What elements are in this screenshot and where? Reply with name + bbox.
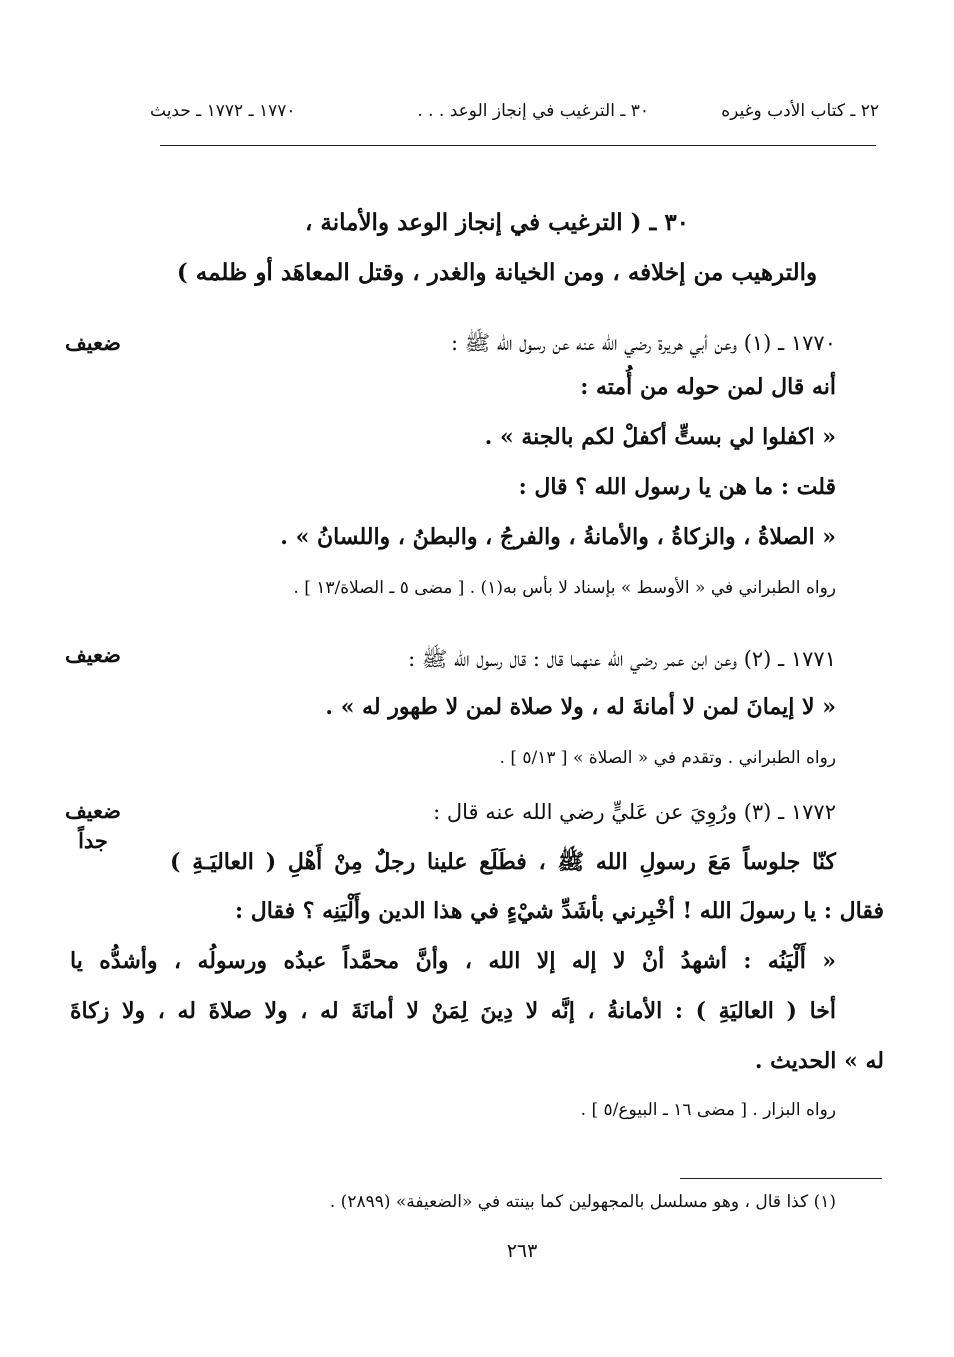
chapter-title-line-1: ٣٠ ـ ( الترغيب في إنجاز الوعد والأمانة ،: [304, 209, 690, 236]
hadith-1770-source: رواه الطبراني في « الأوسط » بإسناد لا بأس به(١) . [ مضى ٥ ـ الصلاة/١٣ ] .: [293, 578, 836, 598]
hadith-1770-line-2: « اكفلوا لي بستٍّ أكفلْ لكم بالجنة » .: [484, 424, 836, 450]
hadith-1770-grade: ضعيف: [64, 330, 122, 355]
chapter-title-line-2: والترهيب من إخلافه ، ومن الخيانة والغدر ، وقتل المعاهَد أو ظلمه ): [176, 259, 818, 286]
hadith-1772-line-5: له » الحديث .: [754, 1048, 884, 1074]
hadith-1771-grade: ضعيف: [64, 642, 122, 667]
hadith-1770-line-1: أنه قال لمن حوله من أُمته :: [580, 374, 836, 400]
chapter-title: [150, 198, 844, 298]
hadith-1770-line-3: قلت : ما هن يا رسول الله ؟ قال :: [518, 474, 836, 500]
header-book-title: ٢٢ ـ كتاب الأدب وغيره: [721, 101, 879, 121]
hadith-1772-intro: ١٧٧٢ ـ (٣) ورُوِيَ عن عَليٍّ رضي الله عنه قال :: [433, 800, 836, 824]
header-chapter-title: ٣٠ ـ الترغيب في إنجاز الوعد . . .: [417, 101, 649, 121]
hadith-1772-grade: [58, 796, 128, 856]
hadith-1771-intro: ١٧٧١ ـ (٢) وعن ابن عمر رضي الله عنهما قال : قال رسول الله ﷺ :: [408, 647, 836, 671]
hadith-1772-line-3: « أَلْيَنُه : أشهدُ أنْ لا إله إلا الله ، وأنَّ محمَّداً عبدُه ورسولُه ، وأشدُّه يا: [70, 948, 836, 974]
page-number-wrap: [0, 1240, 954, 1262]
footnote-divider: [680, 1178, 882, 1179]
hadith-1772-grade-line-1: ضعيف: [64, 798, 122, 823]
header-divider: [160, 145, 876, 146]
hadith-1770-intro: ١٧٧٠ ـ (١) وعن أبي هريرة رضي الله عنه عن رسول الله ﷺ :: [450, 331, 836, 355]
hadith-1772-source: رواه البزار . [ مضى ١٦ ـ البيوع/٥ ] .: [580, 1100, 836, 1120]
hadith-1772-grade-line-2: جداً: [78, 828, 108, 853]
hadith-1772-line-4: أخا ( العاليَةِ ) : الأمانةُ ، إنَّه لا دِينَ لِمَنْ لا أمانَةَ له ، ولا صلاةَ له ، ولا زكاةَ: [70, 998, 836, 1024]
hadith-1771-source: رواه الطبراني . وتقدم في « الصلاة » [ ٥/١٣ ] .: [499, 748, 836, 768]
footnote: (١) كذا قال ، وهو مسلسل بالمجهولين كما بينته في «الضعيفة» (٢٨٩٩) .: [329, 1192, 836, 1212]
hadith-1772-line-1: كنّا جلوساً مَعَ رسولِ الله ﷺ ، فطَلَع علينا رجلٌ مِنْ أَهْلِ ( العاليَـةِ ): [170, 849, 836, 875]
page-number: ٢٦٣: [506, 1240, 538, 1262]
hadith-1772-line-2: فقال : يا رسولَ الله ! أخْبِرني بأشَدِّ شيْءٍ في هذا الدين وأَلْيَنِه ؟ فقال :: [235, 898, 884, 924]
hadith-1770-line-4: « الصلاةُ ، والزكاةُ ، والأمانةُ ، والفرجُ ، والبطنُ ، واللسانُ » .: [280, 524, 836, 550]
hadith-1771-line-1: « لا إيمانَ لمن لا أمانةَ له ، ولا صلاة لمن لا طهور له » .: [325, 694, 836, 720]
header-hadith-range: ١٧٧٠ ـ ١٧٧٢ ـ حديث: [150, 101, 296, 121]
running-header: [150, 95, 879, 135]
